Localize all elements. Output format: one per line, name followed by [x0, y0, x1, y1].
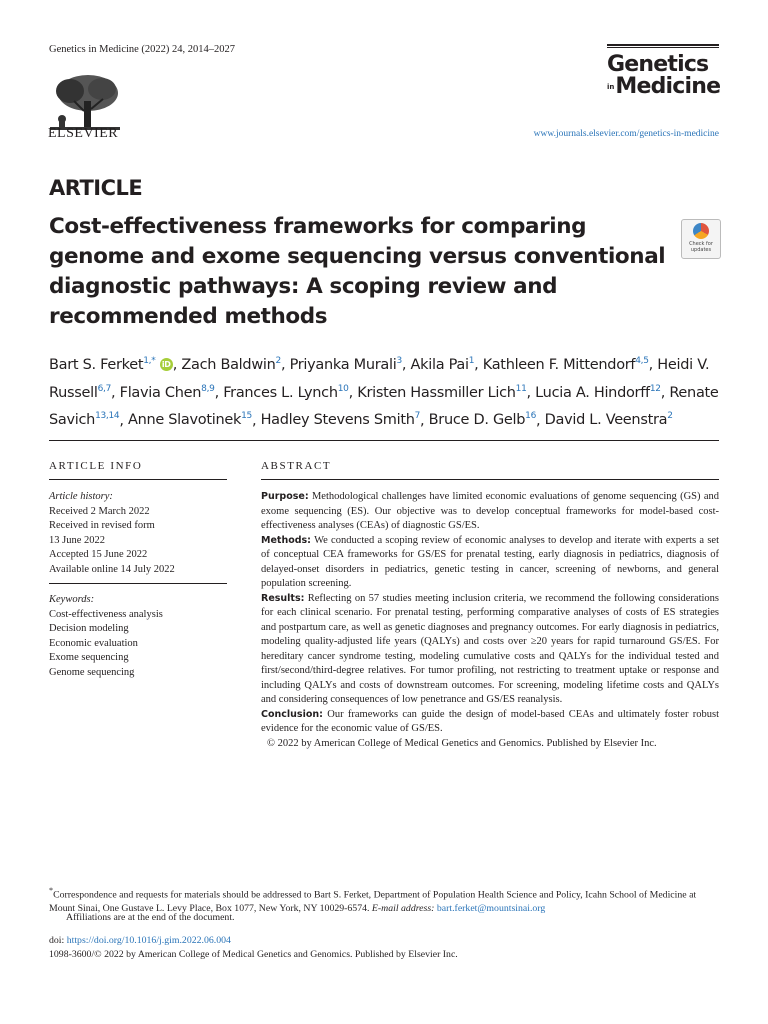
author [483, 357, 649, 373]
email-link[interactable]: bart.ferket@mountsinai.org [436, 902, 546, 914]
author [181, 357, 281, 373]
methods-label: Methods: [261, 534, 311, 546]
author-affiliation-link[interactable]: 10 [337, 383, 349, 394]
abstract-conclusion [261, 708, 719, 737]
footnote-mark: * [49, 886, 54, 895]
author [290, 357, 402, 373]
purpose-label: Purpose: [261, 491, 309, 502]
abstract-methods [261, 534, 719, 592]
journal-citation: Genetics in Medicine (2022) 24, 2014–2027 [49, 44, 236, 55]
author-affiliation-link[interactable]: 3 [396, 356, 402, 366]
author [120, 385, 215, 401]
author [429, 412, 536, 428]
author-name: Kristen Hassmiller Lich [357, 384, 516, 401]
author-affiliation-link[interactable]: 15 [241, 411, 252, 422]
keyword-item: Cost-effectiveness analysis [49, 608, 163, 620]
keyword-item: Genome sequencing [49, 666, 135, 678]
abstract-purpose [261, 490, 719, 534]
results-text: Reflecting on 57 studies meeting inclusion criteria, we recommend the following considerations for each clinical scenario. For prenatal testing, performing comparative analyses of costs of ES strategies and postpartum care, as well as genetic diagnoses and pregnancy outcomes. For early diagnosis in pediatrics, modeling quality-adjusted life years (QALYs) and costs over ≥20 years for rapid turnaround GS/ES. For hereditary cancer syndrome testing, modeling cumulative costs and QALYs for the individual tested and first/second/third-degree relatives. For tumor profiling, not restricting to treatment uptake or response and including QALYs and costs of downstream outcomes. For screening, modeling lifetime costs and QALYs and considering consequences of low penetrance and GS/ES reanalysis. [261, 592, 719, 705]
history-item: 13 June 2022 [49, 534, 105, 546]
author-name: Frances L. Lynch [223, 384, 338, 401]
author-name: Akila Pai [410, 356, 469, 373]
journal-logo-in: in [607, 83, 615, 91]
article-type: ARTICLE [49, 176, 143, 200]
history-item: Available online 14 July 2022 [49, 563, 175, 575]
author-name: Bruce D. Gelb [428, 412, 526, 429]
author-name: Zach Baldwin [181, 356, 276, 373]
elsevier-wordmark: ELSEVIER [48, 126, 119, 141]
journal-logo-line1: Genetics [607, 52, 709, 77]
author [128, 412, 252, 428]
author-affiliation-link[interactable]: 7 [414, 411, 421, 422]
logo-rule-thin [607, 47, 719, 48]
author-affiliation-link[interactable]: 8,9 [201, 383, 215, 394]
abstract-heading: ABSTRACT [261, 460, 332, 472]
divider [261, 479, 719, 480]
doi-line [49, 935, 231, 946]
article-info-heading: ARTICLE INFO [49, 460, 143, 472]
logo-rule [607, 44, 719, 46]
keywords [49, 593, 227, 680]
author-name: Kathleen F. Mittendorf [482, 356, 636, 373]
author-list: Bart S. Ferket$^{1,*}$ iD , Zach Baldwin$^2$, Priyanka Murali$^3$, Akila Pai$^1$, Kathleen F. Mittendorf$^{4,5}$, Heidi V. Russell$^{6,7}$, Flavia Chen$^{8,9}$, Frances L. Lynch$^{10}$, Kristen Hassmiller Lich$^{11}$, Lucia A. Hindorff$^{12}$, Renate Savich$^{13,14}$, Anne Slavotinek$^{15}$, Hadley Stevens Smith$^7$, Bruce D. Gelb$^{16}$, David L. Veenstra$^2$ [49, 356, 719, 429]
abstract-results [261, 592, 719, 708]
author-affiliation-link[interactable]: 2 [667, 411, 673, 422]
author-affiliation-link[interactable]: 16 [525, 411, 536, 422]
divider [49, 440, 719, 441]
author-name: Bart S. Ferket [49, 356, 144, 373]
author-name: Flavia Chen [119, 384, 202, 401]
author-name: Hadley Stevens Smith [260, 412, 415, 429]
correspondence-footnote [49, 884, 719, 915]
author [223, 385, 348, 401]
orcid-icon[interactable]: iD [160, 358, 173, 371]
article-history-label: Article history: [49, 491, 113, 502]
keyword-item: Decision modeling [49, 623, 129, 634]
author-affiliation-link[interactable]: 2 [275, 356, 281, 366]
author-name: Anne Slavotinek [127, 412, 242, 429]
check-for-updates-icon [693, 223, 709, 239]
journal-logo-line2: Medicine [615, 74, 721, 99]
history-item: Accepted 15 June 2022 [49, 549, 148, 560]
author-affiliation-link[interactable]: 6,7 [97, 383, 112, 394]
author-affiliation-link[interactable]: 11 [515, 383, 527, 394]
history-item: Received in revised form [49, 520, 155, 531]
methods-text: We conducted a scoping review of economic analyses to develop and iterate with experts a set of conceptual CEA frameworks for GS/ES for prenatal testing, early diagnosis in pediatrics, diagnosis of delayed-onset disorders in pediatrics, genetic testing in cancer, screening of newborns, and general population screening. [261, 534, 719, 589]
check-for-updates-label: Check for updates [689, 241, 713, 253]
author-affiliation-link[interactable]: 13,14 [95, 411, 120, 422]
author-affiliation-link[interactable]: 12 [649, 383, 661, 394]
results-label: Results: [261, 592, 305, 604]
author [357, 385, 526, 401]
author-name: Heidi V. Russell [49, 356, 710, 401]
author [411, 357, 475, 373]
author-name: Lucia A. Hindorff [535, 384, 650, 401]
issn-line: 1098-3600/© 2022 by American College of Medical Genetics and Genomics. Published by Elsevier Inc. [49, 949, 458, 960]
author [261, 412, 420, 428]
author-name: Priyanka Murali [289, 356, 397, 373]
author-name: David L. Veenstra [544, 412, 668, 429]
abstract-copyright: © 2022 by American College of Medical Genetics and Genomics. Published by Elsevier Inc. [267, 737, 657, 749]
author [535, 385, 661, 401]
check-for-updates-button[interactable] [681, 219, 721, 259]
abstract-body [261, 490, 719, 751]
keywords-label: Keywords: [49, 594, 95, 605]
correspondence-text: Correspondence and requests for materials should be addressed to Bart S. Ferket, Department of Population Health Science and Policy, Icahn School of Medicine at Mount Sinai, One Gustave L. Levy Place, Box 1077, New York, NY 10029-6574. [49, 889, 697, 914]
keyword-item: Exome sequencing [49, 652, 129, 663]
conclusion-label: Conclusion: [261, 708, 323, 720]
author [545, 412, 673, 428]
article-history [49, 490, 227, 577]
author [49, 357, 173, 373]
author-affiliation-link[interactable]: 4,5 [635, 356, 649, 366]
journal-logo [607, 44, 719, 98]
doi-link[interactable]: https://doi.org/10.1016/j.gim.2022.06.004 [66, 935, 231, 946]
doi-label: doi: [49, 935, 65, 946]
conclusion-text: Our frameworks can guide the design of model-based CEAs and ultimately foster robust evidence for the economic value of GS/ES. [261, 708, 720, 734]
purpose-text: Methodological challenges have limited economic evaluations of genome sequencing (GS) and exome sequencing (ES). Our objective was to develop conceptual frameworks for model-based cost-effectiveness analyses (CEAs) of diagnostic GS/ES. [261, 491, 720, 531]
author-affiliation-link[interactable]: 1 [468, 356, 475, 366]
article-title: Cost-effectiveness frameworks for comparing genome and exome sequencing versus conventional diagnostic pathways: A scoping review and recommended methods [49, 214, 666, 329]
keyword-item: Economic evaluation [49, 637, 138, 649]
divider [49, 479, 227, 480]
email-label: E-mail address: [371, 902, 435, 914]
affiliations-note: Affiliations are at the end of the document. [66, 912, 235, 923]
journal-url-link[interactable]: www.journals.elsevier.com/genetics-in-medicine [533, 129, 719, 139]
divider [49, 583, 227, 584]
author-name: Renate Savich [49, 384, 719, 429]
author-affiliation-link[interactable]: 1,* [143, 356, 156, 366]
history-item: Received 2 March 2022 [49, 505, 150, 517]
